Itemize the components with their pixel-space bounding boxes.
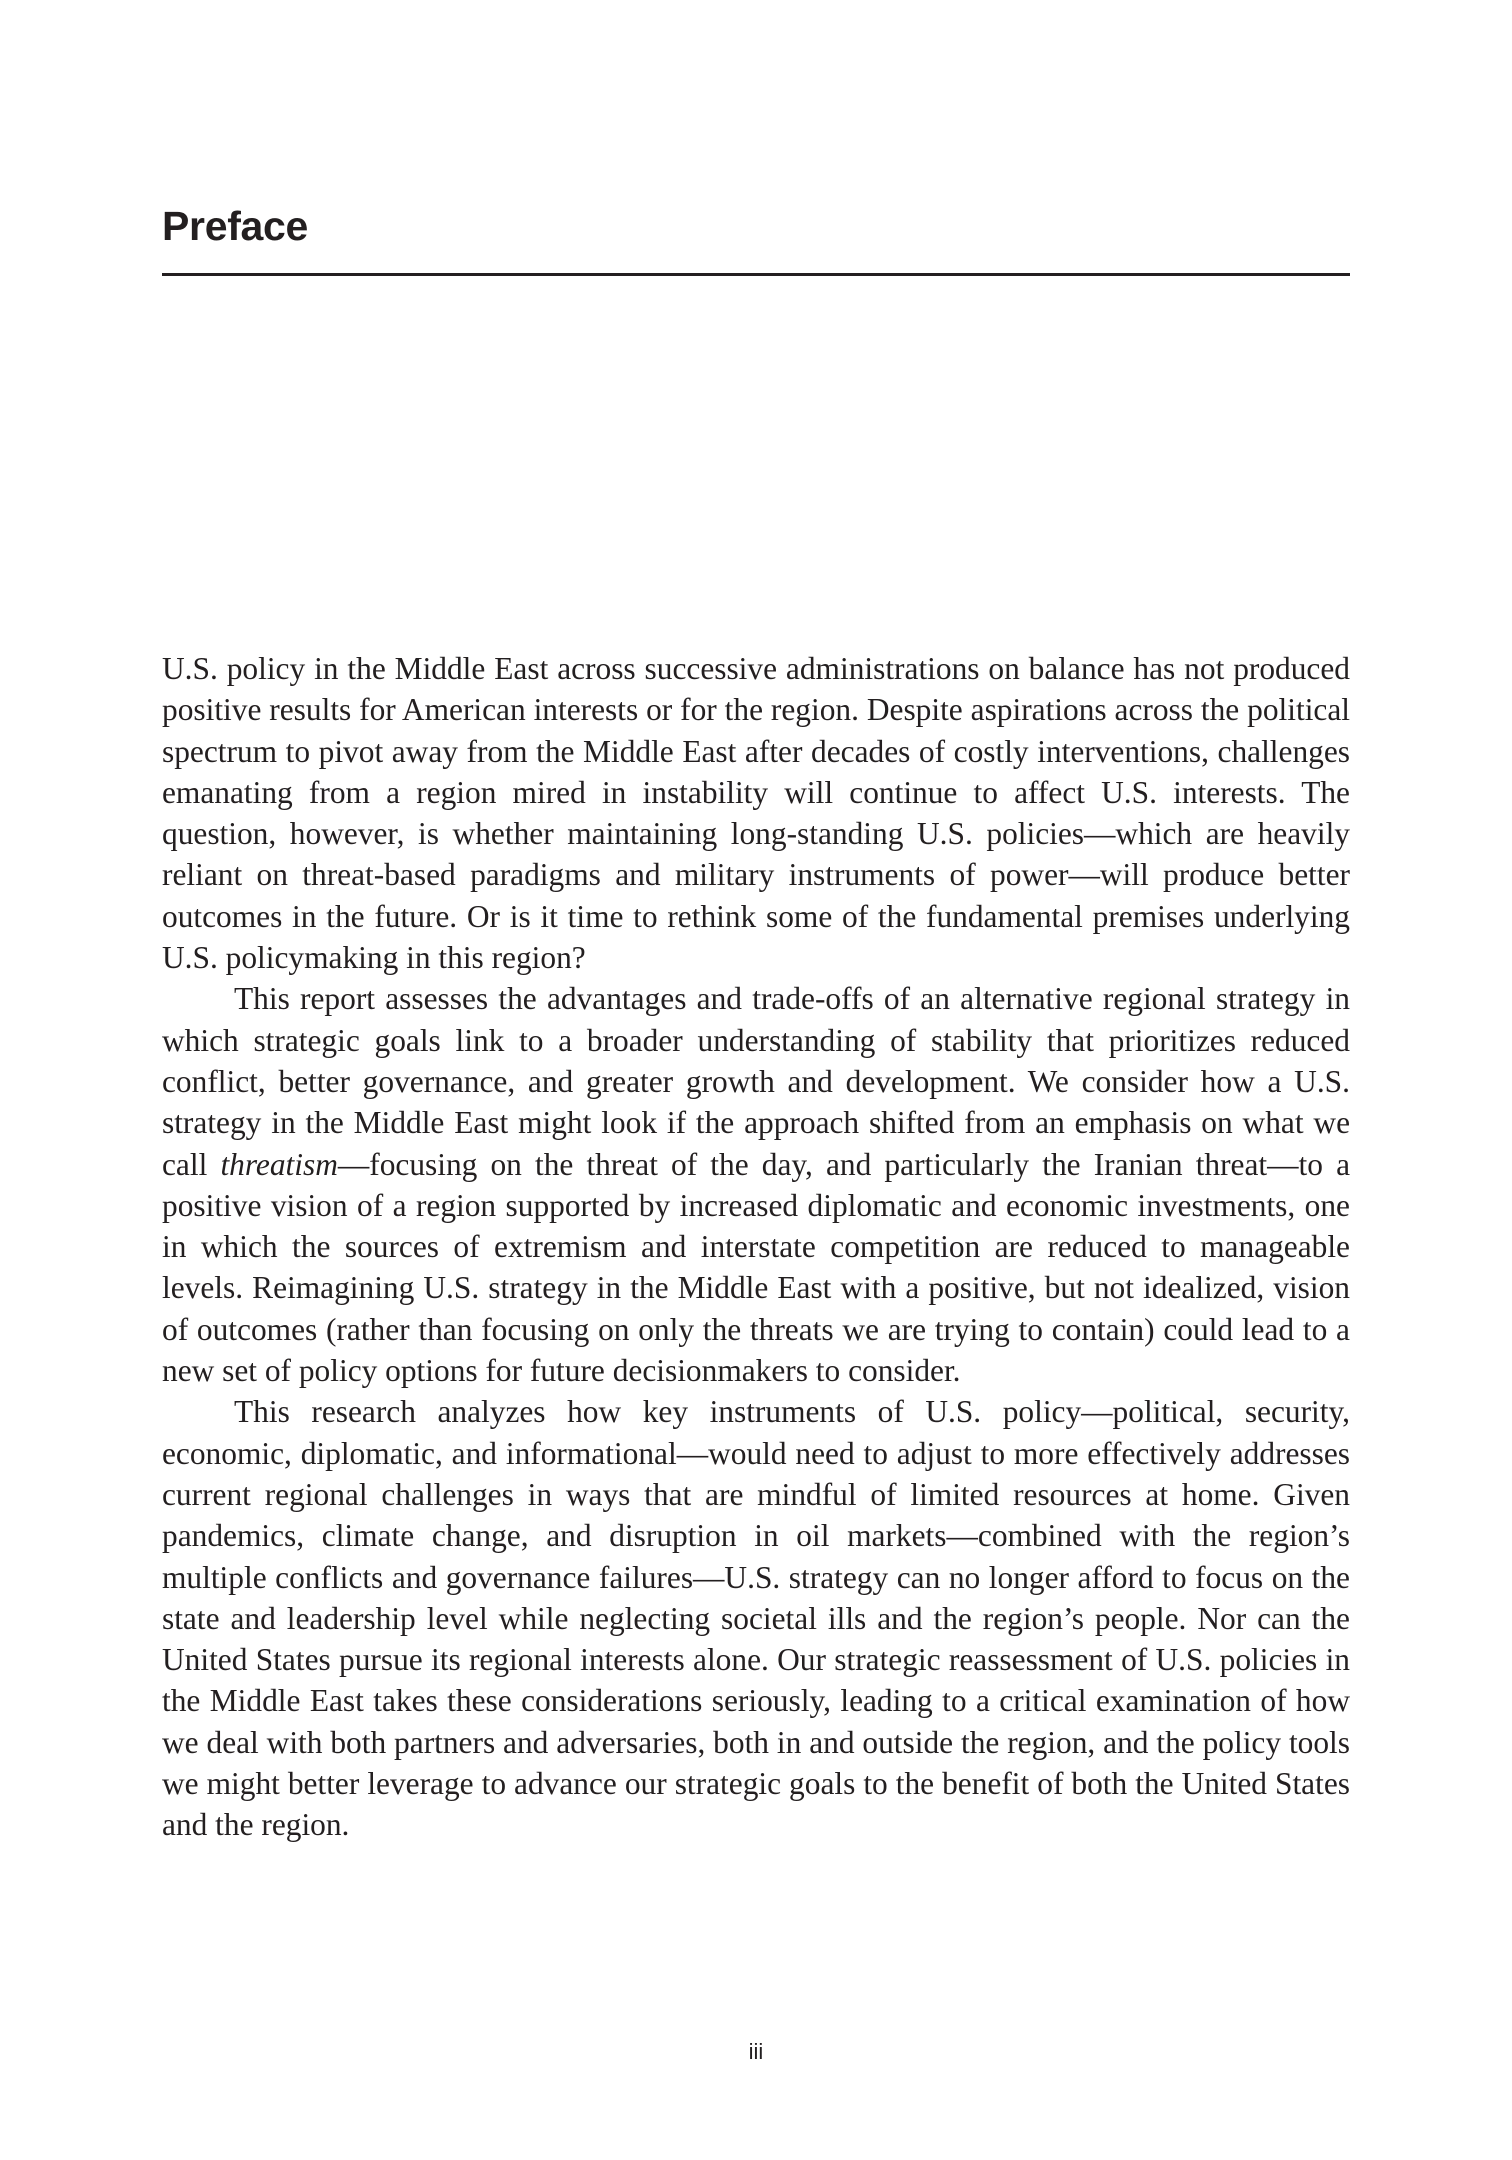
paragraph-1-text: U.S. policy in the Middle East across successive administrations on balance has not produced positive results for American interests or for the region. Despite aspirations across the political spectrum to pivot away from the Middle East after decades of costly interventions, challenges emanating from a region mired in instability will continue to affect U.S. interests. The question, however, is whether maintaining long-standing U.S. policies—which are heavily reliant on threat-based paradigms and military instruments of power—will produce better outcomes in the future. Or is it time to rethink some of the fundamental premises underlying U.S. policymaking in this region? (162, 651, 1350, 976)
paragraph-3 (162, 1391, 1350, 1845)
paragraph-1 (162, 648, 1350, 978)
body-text (162, 648, 1350, 1846)
paragraph-2 (162, 978, 1350, 1391)
paragraph-2-text-end: —focusing on the threat of the day, and particularly the Iranian threat—to a positive vision of a region supported by increased diplomatic and economic investments, one in which the sources of extremism and interstate competition are reduced to manageable levels. Reimagining U.S. strategy in the Middle East with a positive, but not idealized, vision of outcomes (rather than focusing on only the threats we are trying to contain) could lead to a new set of policy options for future decisionmakers to consider. (162, 1146, 1350, 1389)
paragraph-3-text: This research analyzes how key instruments of U.S. policy—political, security, economic, diplomatic, and informational—would need to adjust to more effectively addresses current regional challenges in ways that are mindful of limited resources at home. Given pandemics, climate change, and disruption in oil markets—combined with the region’s multiple conflicts and governance failures—U.S. strategy can no longer afford to focus on the state and leadership level while neglecting societal ills and the region’s people. Nor can the United States pursue its regional interests alone. Our strategic reassessment of U.S. policies in the Middle East takes these considerations seriously, leading to a critical examination of how we deal with both partners and adversaries, both in and outside the region, and the policy tools we might better leverage to advance our strategic goals to the benefit of both the United States and the region. (162, 1394, 1350, 1843)
paragraph-2-text-start: This report assesses the advantages and trade-offs of an alternative regional strategy in which strategic goals link to a broader understanding of stability that prioritizes reduced conflict, better governance, and greater growth and development. We consider how a U.S. strategy in the Middle East might look if the approach shifted from an emphasis on what we call (162, 981, 1350, 1182)
title-rule (162, 273, 1350, 276)
page-number: iii (748, 2039, 764, 2064)
emphasis-term: threatism (220, 1146, 338, 1182)
page-title: Preface (162, 203, 309, 249)
